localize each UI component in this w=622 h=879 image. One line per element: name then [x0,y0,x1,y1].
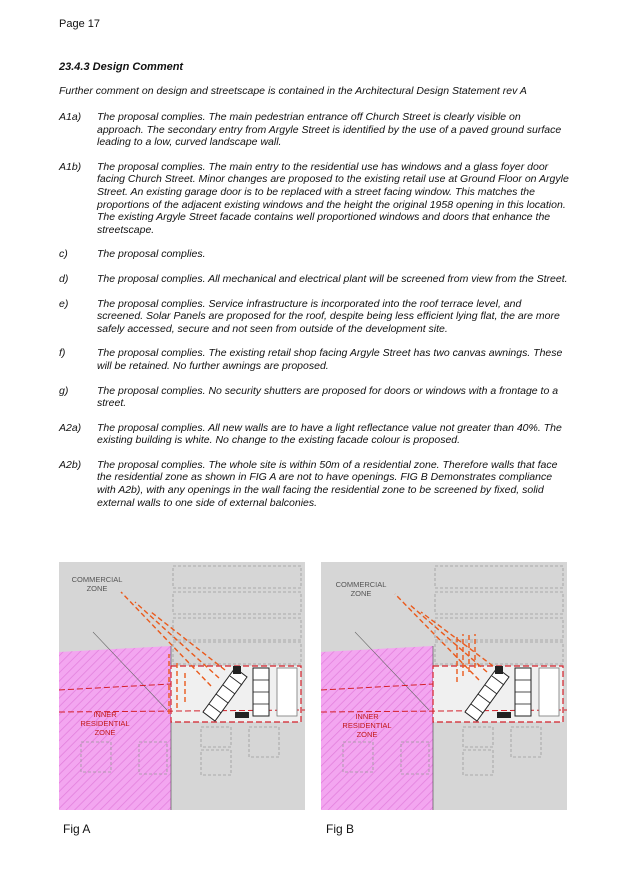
figure-a [59,562,305,810]
residential-zone-label: ZONE [94,728,116,737]
list-item [59,273,569,286]
list-item [59,161,569,237]
item-text: The proposal complies. All new walls are to have a light reflectance value not greater than 40%. The existing building is white. No change to the existing facade colour is proposed. [97,421,562,447]
item-text: The proposal complies. The existing retail shop facing Argyle Street has two canvas awnings. These will be retained. No further awnings are proposed. [97,347,563,372]
list-item [59,347,569,372]
item-text: The proposal complies. No security shutters are proposed for doors or windows with a frontage to a street. [97,384,559,410]
item-text: The proposal complies. The main entry to the residential use has windows and a glass foyer door facing Church Street. Minor changes are proposed to the existing retail use at Ground Floor on Argyle Street. An existing garage door is to be replaced with a street facing window. This matches the proportions of the adjacent existing windows and the height the original 1958 opening in this location. The existing Argyle Street facade contains well proportioned windows and doors that enhance the streetscape. [97,160,569,236]
site-plan-a [59,562,305,810]
item-tag: A2b) [59,458,82,471]
page-number: Page 17 [59,18,100,30]
item-tag: f) [59,347,66,360]
figure-b [321,562,567,810]
list-item [59,459,569,509]
item-tag: d) [59,272,69,285]
commercial-zone-label: COMMERCIAL [335,580,387,589]
item-text: The proposal complies. Service infrastructure is incorporated into the roof terrace level, and screened. Solar Panels are proposed for the roof, despite being less efficient lying flat, the are more safely accessed, secure and not seen from outside of the development site. [97,297,560,335]
item-tag: g) [59,384,69,397]
item-text: The proposal complies. The whole site is within 50m of a residential zone. Therefore walls that face the residential zone as shown in FIG A are not to have openings. FIG B Demonstrates compliance with A2b), with any openings in the wall facing the residential zone to be screened by fixed, solid external walls to one side of external balconies. [97,458,558,509]
comment-list [59,111,569,521]
list-item [59,111,569,149]
item-tag: A2a) [59,421,82,434]
list-item [59,422,569,447]
item-tag: A1a) [59,111,82,123]
item-text: The proposal complies. [97,248,206,261]
list-item [59,298,569,336]
residential-zone-label: RESIDENTIAL [80,719,130,728]
figure-a-caption: Fig A [63,822,91,836]
list-item [59,385,569,410]
item-text: The proposal complies. All mechanical and electrical plant will be screened from view from the Street. [97,272,568,285]
commercial-zone-label: COMMERCIAL [71,575,123,584]
residential-zone-label: INNER [355,712,379,721]
item-text: The proposal complies. The main pedestrian entrance off Church Street is clearly visible on approach. The secondary entry from Argyle Street is identified by the use of a paved ground surface leading to a low, curved landscape wall. [97,111,562,149]
figure-b-caption: Fig B [326,822,355,836]
commercial-zone-label: ZONE [86,584,108,593]
commercial-zone-label: ZONE [350,589,372,598]
item-tag: A1b) [59,160,82,173]
residential-zone-label: RESIDENTIAL [342,721,392,730]
intro-paragraph: Further comment on design and streetscape is contained in the Architectural Design Statement rev A [59,85,527,97]
item-tag: c) [59,248,68,261]
list-item [59,248,569,261]
residential-zone-label: ZONE [356,730,378,739]
section-heading: 23.4.3 Design Comment [59,61,184,73]
site-plan-b [321,562,567,810]
residential-zone-label: INNER [93,710,117,719]
item-tag: e) [59,297,69,310]
